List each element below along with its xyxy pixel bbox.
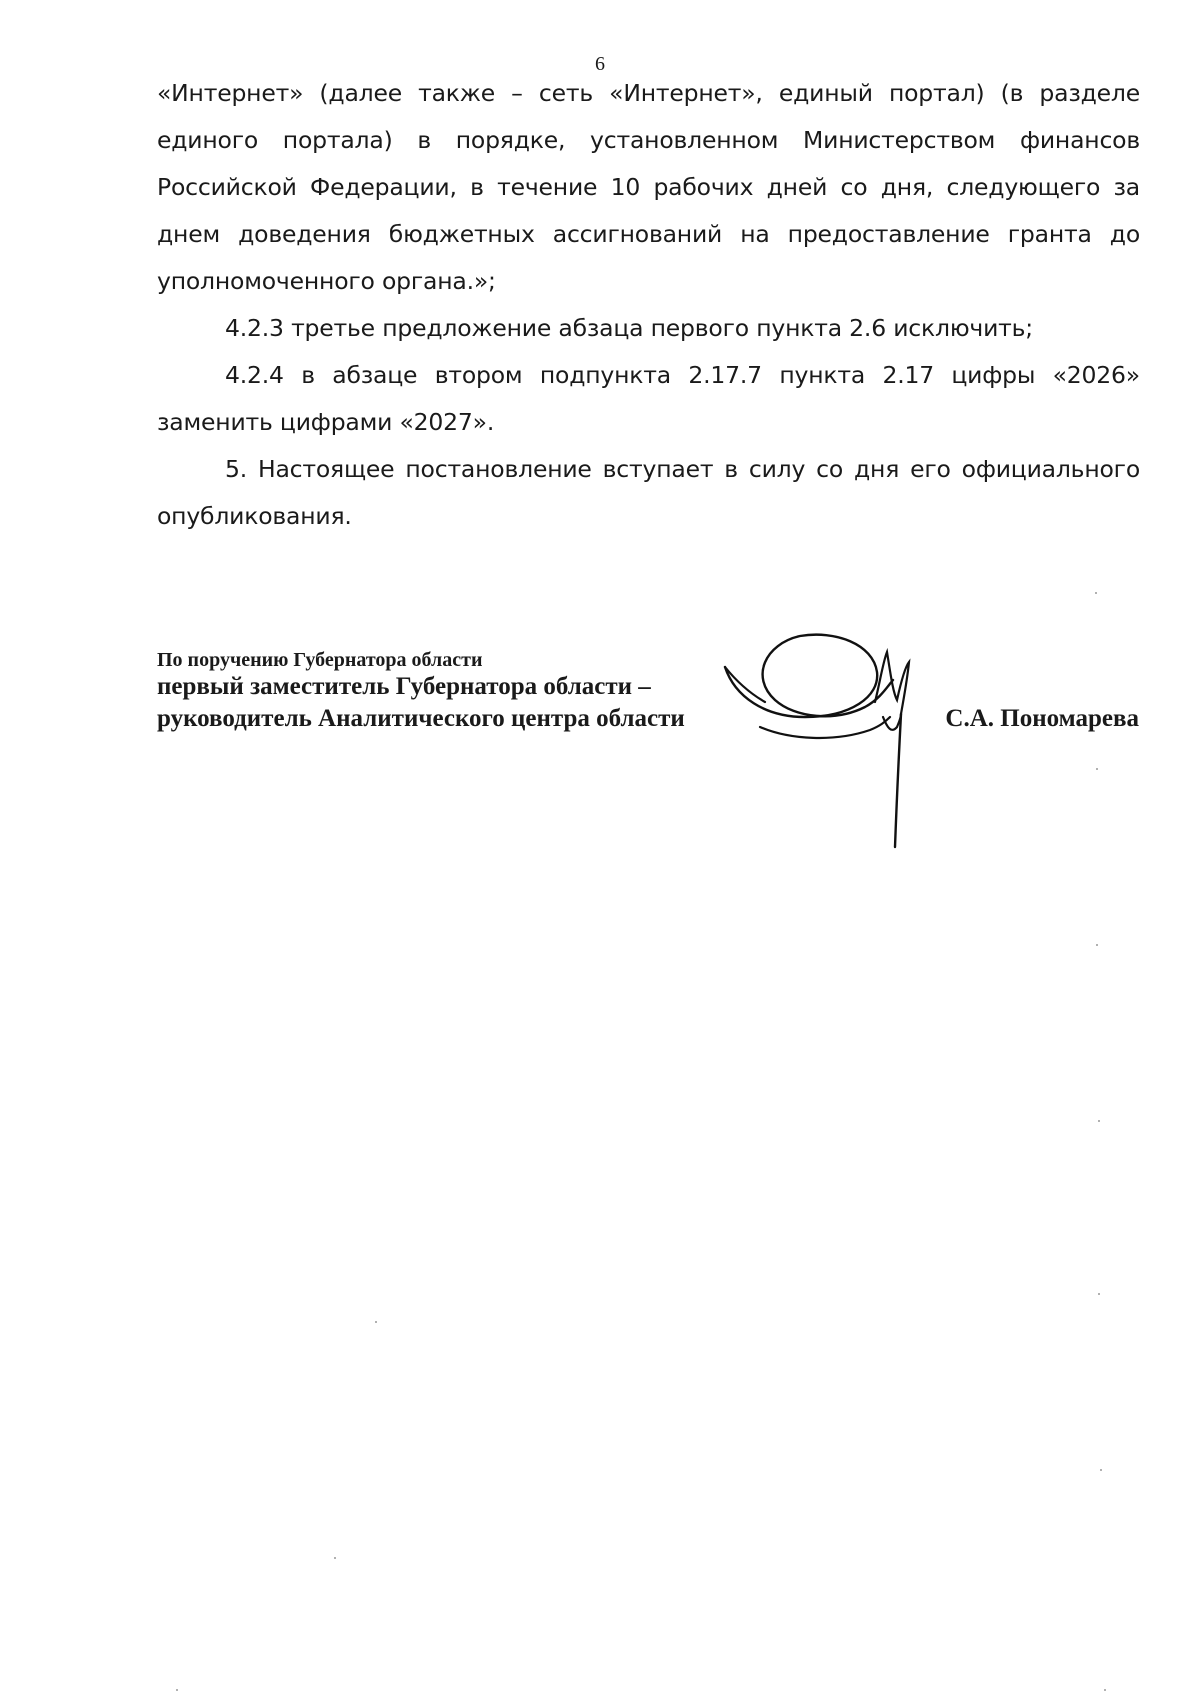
document-body — [157, 70, 1140, 540]
signatory-position-line1: первый заместитель Губернатора области – — [157, 673, 651, 700]
page-number: 6 — [595, 53, 605, 75]
paragraph-4-2-4: 4.2.4 в абзаце втором подпункта 2.17.7 пункта 2.17 цифры «2026» заменить цифрами «2027». — [157, 361, 1140, 436]
scan-speck — [375, 1321, 377, 1323]
signature-block — [157, 648, 1147, 878]
signatory-name: С.А. Пономарева — [945, 705, 1139, 732]
scan-speck — [1096, 768, 1098, 770]
scan-speck — [1098, 1293, 1100, 1295]
scan-speck — [1095, 592, 1097, 594]
signature-instruction: По поручению Губернатора области — [157, 649, 483, 671]
scan-speck — [1100, 1469, 1102, 1471]
paragraph-5: 5. Настоящее постановление вступает в силу со дня его официального опубликования. — [157, 455, 1140, 530]
handwritten-signature — [715, 622, 925, 862]
paragraph-continuation: «Интернет» (далее также – сеть «Интернет», единый портал) (в разделе единого портала) в порядке, установленном Министерством финансов Российской Федерации, в течение 10 рабочих дней со дня, следующего за днем доведения бюджетных ассигнований на предоставление гранта до уполномоченного органа.»; — [157, 79, 1140, 295]
scan-speck — [334, 1557, 336, 1559]
scan-speck — [1098, 1120, 1100, 1122]
scan-speck — [1104, 1689, 1106, 1691]
paragraph-4-2-3: 4.2.3 третье предложение абзаца первого пункта 2.6 исключить; — [225, 314, 1034, 342]
scan-speck — [176, 1689, 178, 1691]
scan-speck — [1096, 944, 1098, 946]
signatory-position-line2: руководитель Аналитического центра области — [157, 705, 685, 732]
